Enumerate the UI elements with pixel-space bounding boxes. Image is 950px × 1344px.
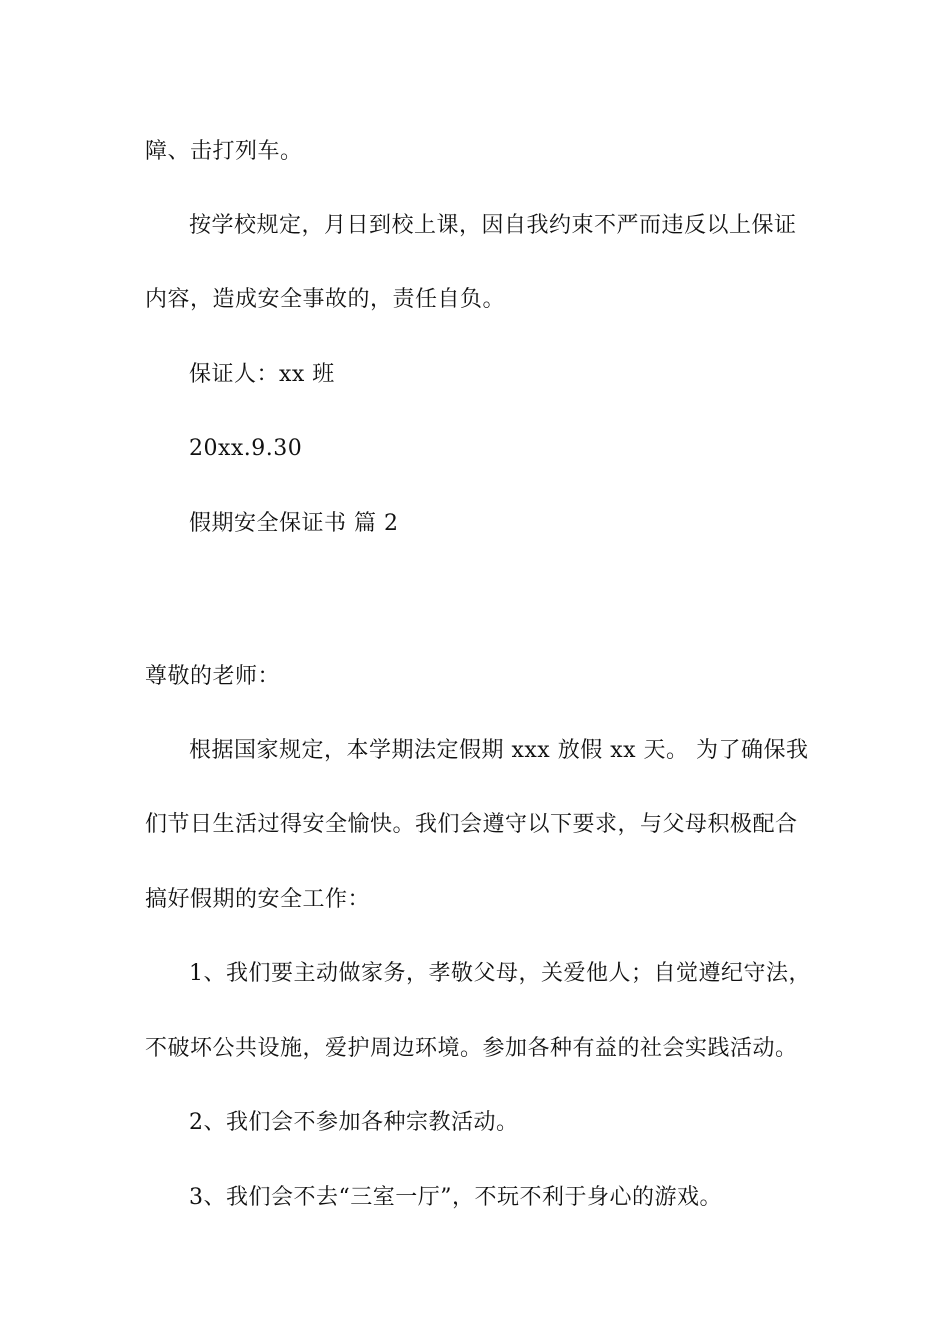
- paragraph-line: 按学校规定，月日到校上课，因自我约束不严而违反以上保证: [189, 213, 797, 238]
- paragraph-line: 内容，造成安全事故的，责任自负。: [145, 287, 506, 312]
- paragraph-line: 们节日生活过得安全愉快。我们会遵守以下要求，与父母积极配合: [145, 812, 798, 837]
- list-item-line: 不破坏公共设施，爱护周边环境。参加各种有益的社会实践活动。: [145, 1036, 798, 1061]
- paragraph-line: 搞好假期的安全工作：: [145, 887, 371, 912]
- guarantor-line: 保证人：xx 班: [189, 362, 335, 387]
- section-heading: 假期安全保证书 篇 2: [189, 511, 399, 536]
- list-item-line: 1、我们要主动做家务，孝敬父母，关爱他人；自觉遵纪守法，: [189, 961, 811, 986]
- date-line: 20xx.9.30: [189, 436, 303, 461]
- paragraph-line: 根据国家规定，本学期法定假期 xxx 放假 xx 天。 为了确保我: [189, 738, 809, 763]
- list-item-line: 2、我们会不参加各种宗教活动。: [189, 1110, 519, 1135]
- paragraph-line: 障、击打列车。: [145, 139, 303, 164]
- salutation-line: 尊敬的老师：: [145, 664, 281, 689]
- list-item-line: 3、我们会不去“三室一厅”，不玩不利于身心的游戏。: [189, 1185, 722, 1210]
